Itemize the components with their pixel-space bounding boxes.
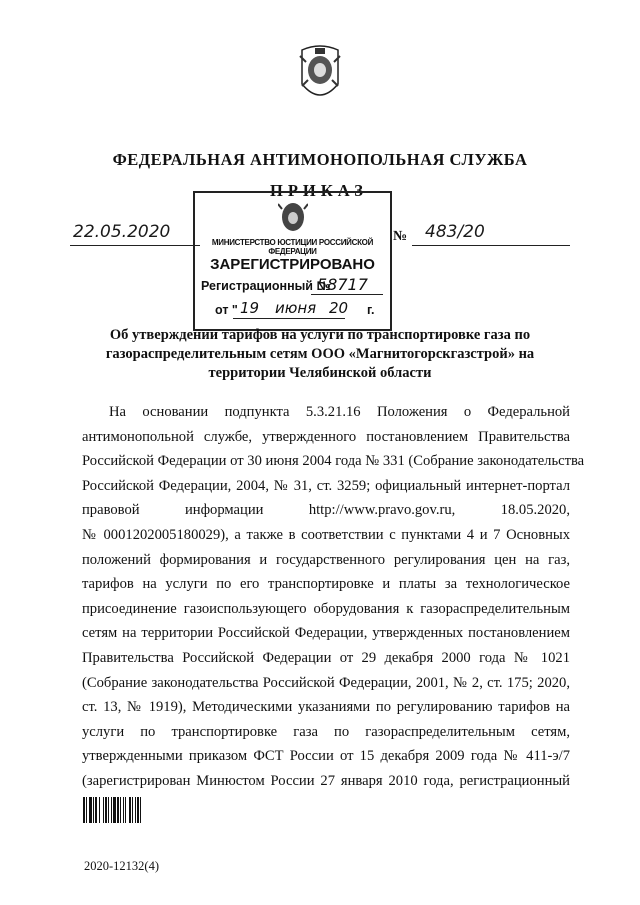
body-line: На основании подпункта 5.3.21.16 Положения о Федеральной: [109, 404, 570, 420]
barcode-bar: [83, 797, 85, 823]
body-line: присоединение газоиспользующего оборудования к газораспределительным: [82, 600, 570, 617]
body-line: услуги по транспортировке газа по газораспределительным сетям,: [82, 723, 570, 740]
body-line: тарифов на услуги по его транспортировке и платы за технологическое: [82, 576, 570, 593]
barcode-bar: [137, 797, 139, 823]
agency-name: ФЕДЕРАЛЬНАЯ АНТИМОНОПОЛЬНАЯ СЛУЖБА: [112, 150, 528, 169]
barcode-bar: [123, 797, 124, 823]
stamp-ministry: МИНИСТЕРСТВО ЮСТИЦИИ РОССИЙСКОЙ ФЕДЕРАЦИИ: [211, 238, 374, 256]
barcode-bar: [120, 797, 121, 823]
stamp-day: 19: [240, 299, 260, 317]
body-line: сетям на территории Российской Федерации, утвержденных постановлением: [82, 625, 570, 642]
barcode-bar: [129, 797, 131, 823]
title-line: территории Челябинской области: [208, 365, 432, 381]
barcode-bar: [99, 797, 100, 823]
stamp-date-prefix: от ": [215, 303, 238, 317]
stamp-date-underline: [233, 318, 345, 319]
barcode-bar: [103, 797, 104, 823]
barcode-bar: [111, 797, 112, 823]
order-title: [90, 326, 550, 383]
order-date: 22.05.2020: [73, 222, 171, 242]
body-line: (Собрание законодательства Российской Федерации, 2001, № 2, ст. 175; 2020,: [82, 674, 570, 691]
body-line: Российской Федерации, 2004, № 31, ст. 3259; официальный интернет-портал: [82, 477, 570, 494]
body-line: Российской Федерации от 30 июня 2004 года № 331 (Собрание законодательства: [82, 453, 585, 470]
barcode-bar: [93, 797, 94, 823]
stamp-year: 20: [329, 299, 349, 317]
body-line: (зарегистрирован Минюстом России 27 января 2010 года, регистрационный: [82, 772, 570, 789]
number-underline: [412, 245, 570, 246]
title-line: газораспределительным сетям ООО «Магнитогорскгазстрой» на: [105, 346, 535, 362]
barcode-icon: [83, 797, 179, 823]
stamp-year-suffix: г.: [367, 303, 375, 317]
order-heading: ПРИКАЗ: [270, 181, 368, 200]
body-line: ст. 13, № 1919), Методическими указаниями по регулированию тарифов на: [82, 699, 570, 716]
stamp-reg-underline: [311, 294, 383, 295]
barcode-bar: [89, 797, 92, 823]
order-number: 483/20: [425, 222, 485, 242]
barcode-bar: [108, 797, 109, 823]
body-line: антимонопольной службе, утвержденного постановлением Правительства: [82, 428, 570, 445]
barcode-bar: [132, 797, 133, 823]
coat-of-arms-icon: [296, 40, 344, 110]
body-line: положений формирования и государственного регулирования цен на газ,: [82, 551, 570, 568]
barcode-bar: [125, 797, 126, 823]
barcode-bar: [140, 797, 141, 823]
body-line: утвержденными приказом ФСТ России от 15 декабря 2009 года № 411-э/7: [82, 748, 570, 765]
number-label: №: [393, 229, 408, 244]
barcode-bar: [117, 797, 119, 823]
body-line: Правительства Российской Федерации от 29 декабря 2000 года № 1021: [82, 649, 570, 666]
stamp-reg-number-label: Регистрационный №: [201, 279, 331, 293]
barcode-bar: [86, 797, 87, 823]
stamp-registered: ЗАРЕГИСТРИРОВАНО: [210, 256, 375, 273]
stamp-reg-number: 58717: [317, 275, 368, 294]
date-underline: [70, 245, 200, 246]
order-body: [82, 400, 585, 794]
body-line: правовой информации http://www.pravo.gov.ru, 18.05.2020,: [82, 502, 570, 519]
barcode-bar: [113, 797, 116, 823]
stamp-month: июня: [275, 299, 317, 317]
barcode-bar: [135, 797, 136, 823]
stamp-crest-icon: [278, 199, 308, 235]
body-line: № 0001202005180029), а также в соответствии с пунктами 4 и 7 Основных: [82, 526, 570, 543]
barcode-bar: [105, 797, 107, 823]
title-line: Об утверждении тарифов на услуги по транспортировке газа по: [109, 327, 531, 343]
barcode-bar: [95, 797, 97, 823]
registration-stamp: [193, 191, 392, 331]
document-code: 2020-12132(4): [84, 859, 159, 873]
